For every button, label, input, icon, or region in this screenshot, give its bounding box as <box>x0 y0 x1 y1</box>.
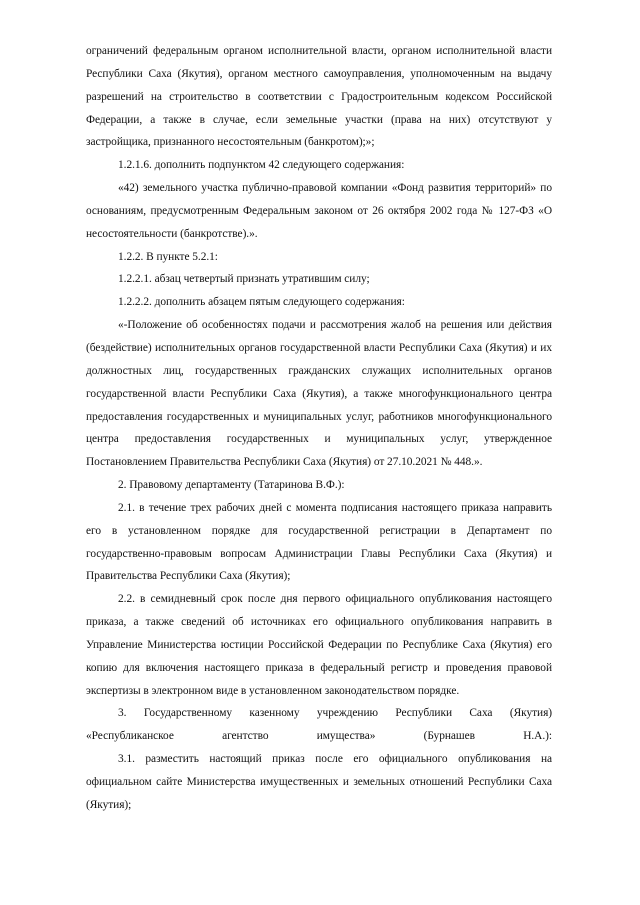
document-page <box>86 40 552 817</box>
paragraph-subpoint-42: «42) земельного участка публично-правовой компании «Фонд развития территорий» по основаниям, предусмотренным Федеральным законом от 26 октября 2002 года № 127-ФЗ «О несостоятельности (банкротстве).». <box>86 182 552 240</box>
paragraph-1-2-1-6: 1.2.1.6. дополнить подпунктом 42 следующего содержания: <box>118 159 405 172</box>
paragraph-3-agency: 3. Государственному казенному учреждению Республики Саха (Якутия) «Республиканское агентство имущества» (Бурнашев Н.А.): <box>86 707 552 743</box>
paragraph-1-2-2: 1.2.2. В пункте 5.2.1: <box>118 250 218 263</box>
paragraph-1-2-2-2: 1.2.2.2. дополнить абзацем пятым следующего содержания: <box>118 296 405 309</box>
paragraph-2-1: 2.1. в течение трех рабочих дней с момента подписания настоящего приказа направить его в установленном порядке для государственной регистрации в Департамент по государственно-правовым вопросам Администрации Главы Республики Саха (Якутия) и Правительства Республики Саха (Якутия); <box>86 501 552 583</box>
paragraph-continuation: ограничений федеральным органом исполнительной власти, органом исполнительной власти Республики Саха (Якутия), органом местного самоуправления, уполномоченным на выдачу разрешений на строительство в соответствии с Градостроительным кодексом Российской Федерации, а также в случае, если земельные участки (права на них) отсутствуют у застройщика, признанного несостоятельным (банкротом);»; <box>86 45 552 149</box>
paragraph-regulation-quote: «-Положение об особенностях подачи и рассмотрения жалоб на решения или действия (бездействие) исполнительных органов государственной власти Республики Саха (Якутия) и их должностных лиц, государственных гражданских служащих исполнительных органов государственной власти Республики Саха (Якутия), а также многофункционального центра предоставления государственных и муниципальных услуг, работников многофункционального центра предоставления государственных и муниципальных услуг, утвержденное Постановлением Правительства Республики Саха (Якутия) от 27.10.2021 № 448.». <box>86 319 552 469</box>
paragraph-3-1: 3.1. разместить настоящий приказ после его официального опубликования на официальном сайте Министерства имущественных и земельных отношений Республики Саха (Якутия); <box>86 753 552 811</box>
paragraph-2-2: 2.2. в семидневный срок после дня первого официального опубликования настоящего приказа, а также сведений об источниках его официального опубликования направить в Управление Министерства юстиции Российской Федерации по Республике Саха (Якутия) его копию для включения настоящего приказа в федеральный регистр и проведения правовой экспертизы в электронном виде в установленном законодательством порядке. <box>86 593 552 697</box>
paragraph-1-2-2-1: 1.2.2.1. абзац четвертый признать утратившим силу; <box>118 273 370 286</box>
paragraph-2-legal-department: 2. Правовому департаменту (Татаринова В.Ф.): <box>118 479 345 492</box>
